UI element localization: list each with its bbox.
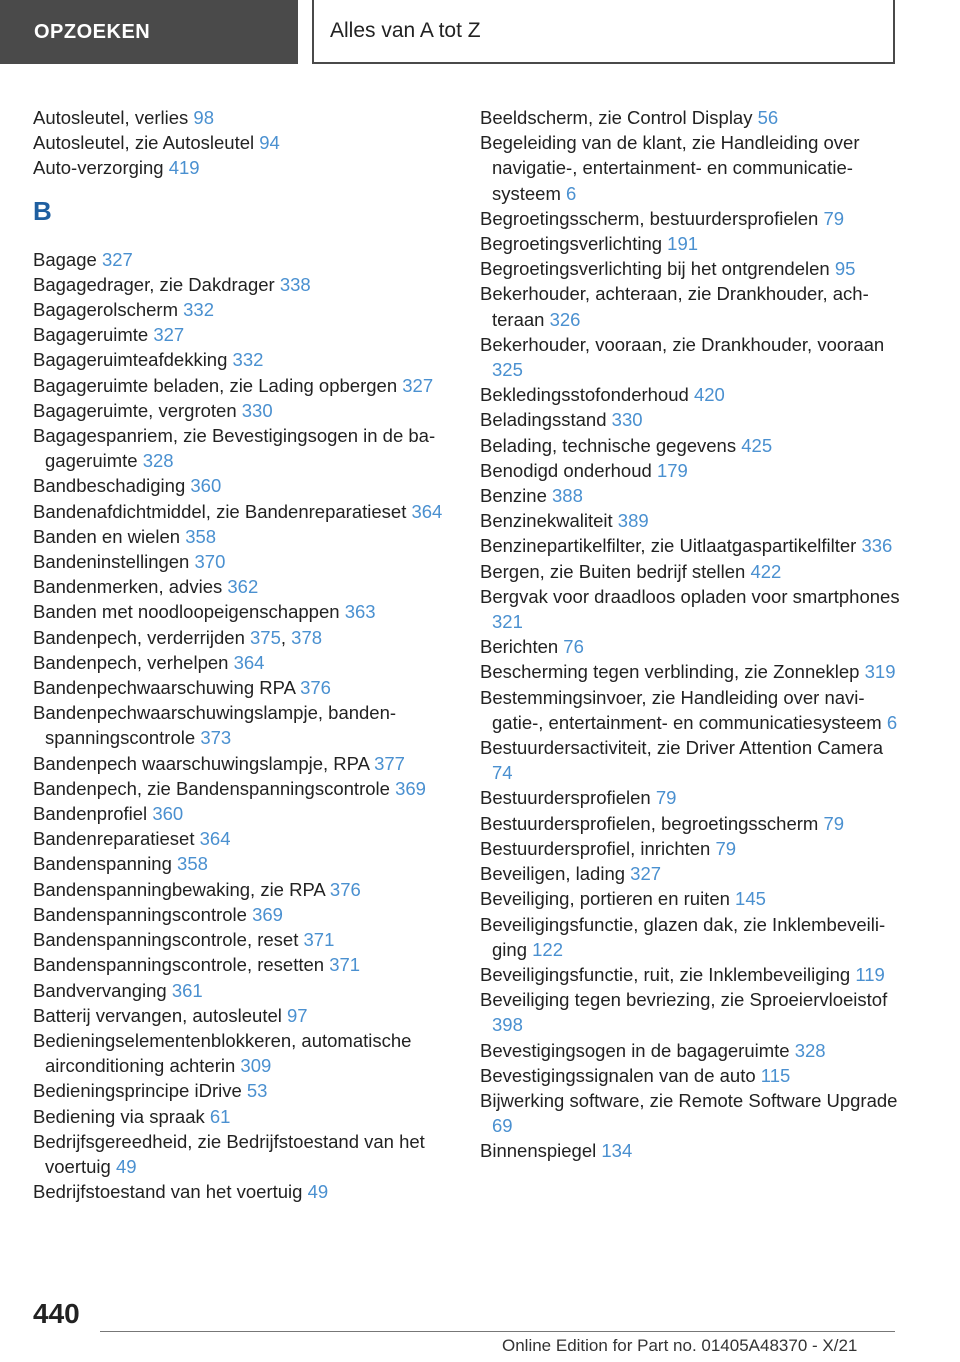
index-entry-term: Binnenspiegel [480,1140,597,1162]
index-entry [33,952,453,977]
page-reference-link[interactable]: 369 [252,903,283,925]
index-entry-term: Bandenpech, verderrijden [33,626,245,648]
page-reference-link[interactable]: 420 [693,384,725,406]
index-entry-term: Bevestigingssignalen van de auto [480,1064,756,1086]
index-entry [33,473,453,498]
page-reference-link[interactable]: 69 [492,1115,513,1137]
index-letter-heading: B [33,195,52,226]
page-reference-link[interactable]: 425 [741,434,773,456]
page-reference-link[interactable]: 371 [329,954,361,976]
page-reference-link[interactable]: 389 [617,510,649,532]
index-entry [33,902,453,927]
page-reference-link[interactable]: 191 [667,233,699,255]
page-reference-link[interactable]: 326 [549,308,581,330]
index-entry [33,599,453,624]
index-entry [33,130,453,155]
index-entry-term: Bandenpech waarschuwingslampje, RPA [33,752,369,774]
index-entry [480,634,900,659]
page-number: 440 [33,1298,80,1329]
index-entry-term: Bekledingsstofonderhoud [480,384,689,406]
index-entry [33,801,453,826]
page-reference-link[interactable]: 371 [303,929,335,951]
index-column-right [480,105,900,1164]
index-entry-term: Beveiligen, lading [480,863,626,885]
index-entry [480,105,900,130]
index-entry [33,322,453,347]
index-entry [33,776,453,801]
index-entry-term: Bedieningsprincipe iDrive [33,1080,242,1102]
index-entry-term: Bagageruimte, vergroten [33,399,237,421]
index-entry-term: Berichten [480,636,559,658]
page-reference-link[interactable]: 321 [492,611,523,633]
page-reference-link[interactable]: 309 [240,1055,272,1077]
index-entry [480,1138,900,1163]
index-entry-term: Beveiliging, portieren en ruiten [480,888,730,910]
page-reference-link[interactable]: 179 [656,459,688,481]
index-entry [480,559,900,584]
page-reference-link[interactable]: 56 [757,107,779,128]
index-entry-term: Bandenspanningscontrole, resetten [33,954,325,976]
index-entry-term: Bagage [33,248,97,270]
index-entry [33,851,453,876]
index-entry [480,861,900,886]
index-entry-term: Beeldscherm, zie Control Display [480,107,753,128]
index-entry: Bandenpech, verderrijden 375, 378 [33,626,323,648]
index-entry-term: Bagageruimte [33,324,149,346]
page-reference-link[interactable]: 375 [250,626,281,648]
page-reference-link[interactable]: 327 [153,324,185,346]
index-entry [480,987,900,1037]
page-reference-link[interactable]: 377 [374,752,405,774]
index-entry [480,962,900,987]
index-entry-term: Bandenspanningscontrole [33,903,247,925]
page-reference-link[interactable]: 358 [185,525,217,547]
index-entry-term: Bandbeschadiging [33,475,186,497]
page-reference-link[interactable]: 364 [199,828,231,850]
page-reference-link[interactable]: 358 [177,853,208,875]
index-entry [480,382,900,407]
index-entry [33,1028,453,1078]
index-entry-term: Autosleutel, verlies [33,107,189,128]
page-reference-link[interactable]: 79 [715,837,737,859]
page-reference-link[interactable]: 49 [307,1181,329,1203]
page-reference-link[interactable]: 94 [259,132,280,154]
index-entry [480,533,900,558]
index-entry-term: Bestuurdersactiviteit, zie Driver Attention Camera [480,737,884,759]
index-entry-term: Beveiligingsfunctie, glazen dak, zie Inklembeveiliging [480,913,886,960]
page-reference-link[interactable]: 378 [291,626,323,648]
page-reference-link[interactable]: 360 [190,475,222,497]
page-reference-link[interactable]: 327 [402,374,434,396]
index-entry-term: Benzine [480,485,547,507]
index-entry-term: Bekerhouder, vooraan, zie Drankhouder, vooraan [480,333,885,355]
page-reference-link[interactable]: 364 [233,651,265,673]
page-reference-link[interactable]: 49 [115,1155,137,1177]
page-reference-link[interactable]: 6 [566,182,577,204]
index-entry [480,508,900,533]
index-entry [33,826,453,851]
index-entry [480,206,900,231]
index-entry-term: Bedrijfsgereedheid, zie Bedrijfstoestand van het voertuig [33,1130,425,1177]
index-entry [33,877,453,902]
index-entry [480,256,900,281]
index-entry [480,1088,900,1138]
index-entry [33,373,453,398]
page-reference-link[interactable]: 115 [760,1064,791,1086]
index-entry-term: Bergvak voor draadloos opladen voor smartphones [480,585,900,607]
index-entry-term: Bagagerolscherm [33,299,178,321]
index-entry-term: Begroetingsscherm, bestuurdersprofielen [480,207,819,229]
index-entry [33,347,453,372]
page-reference-link[interactable]: 319 [864,661,896,683]
index-entry-term: Begeleiding van de klant, zie Handleiding over navigatie-, entertainment- en communicatiesysteem [480,132,860,204]
index-entry [33,549,453,574]
page-reference-link[interactable]: 388 [552,485,583,507]
footer-divider [100,1331,895,1332]
index-entry [480,584,900,634]
page-reference-link[interactable]: 328 [142,450,174,472]
index-entry [480,407,900,432]
index-entry-term: Bandenreparatieset [33,828,195,850]
index-entry [33,1104,453,1129]
page-reference-link[interactable]: 376 [300,677,331,699]
index-entry [33,499,453,524]
index-entry-term: Bedieningselementenblokkeren, automatische airconditioning achterin [33,1029,412,1077]
page-reference-link[interactable]: 338 [279,273,311,295]
index-entry-term: Bestuurdersprofielen, begroetingsscherm [480,812,819,834]
index-entry [33,927,453,952]
index-entry-term: Bandenpech, zie Bandenspanningscontrole [33,777,390,799]
index-entry-term: Begroetingsverlichting [480,233,663,255]
index-entry [33,247,453,272]
index-entry-term: Auto-verzorging [33,157,164,179]
page-reference-link[interactable]: 122 [532,938,563,960]
index-entry-term: Bandenafdichtmiddel, zie Bandenreparatieset [33,500,407,522]
page-reference-link[interactable]: 53 [246,1080,268,1102]
index-entry-term: Bescherming tegen verblinding, zie Zonneklep [480,661,860,683]
index-entry-term: Bediening via spraak [33,1105,205,1127]
index-entry [480,433,900,458]
page-reference-link[interactable]: 370 [194,551,226,573]
index-entry [33,700,453,750]
index-entry-term: Bandenpechwaarschuwingslampje, bandenspanningscontrole [33,702,397,749]
page-reference-link[interactable]: 76 [563,636,584,658]
index-entry-term: Autosleutel, zie Autosleutel [33,132,255,154]
page-reference-link[interactable]: 330 [611,409,643,431]
index-entry-term: Bandenpechwaarschuwing RPA [33,677,295,699]
index-entry [33,1003,453,1028]
index-entry [480,735,900,785]
index-entry [33,1179,453,1204]
index-entry-term: Bagagedrager, zie Dakdrager [33,273,275,295]
index-entry [480,231,900,256]
index-entry-term: Begroetingsverlichting bij het ontgrendelen [480,258,830,280]
index-entry-term: Banden met noodloopeigenschappen [33,601,340,623]
edition-notice: Online Edition for Part no. 01405A48370 - X/21 [502,1336,858,1355]
page-reference-link[interactable]: 398 [492,1014,523,1036]
index-column-left [33,105,453,1204]
page-reference-link[interactable]: 360 [152,803,184,825]
page-header [0,0,960,66]
index-entry [33,650,453,675]
index-entry [33,675,453,700]
page-reference-link[interactable]: 74 [492,762,513,784]
index-entry-term: Beladingsstand [480,409,607,431]
index-entry [33,398,453,423]
index-entry [480,836,900,861]
index-entry-term: Bedrijfstoestand van het voertuig [33,1181,303,1203]
page-reference-link[interactable]: 325 [492,359,523,381]
index-entry [480,886,900,911]
index-entry [33,423,453,473]
page-reference-link[interactable]: 327 [101,248,133,270]
page-reference-link[interactable]: 327 [630,863,662,885]
page-title: Alles van A tot Z [312,0,895,64]
index-entry-term: Bijwerking software, zie Remote Software Upgrade [480,1089,898,1111]
index-entry-term: Bandenpech, verhelpen [33,651,229,673]
page-reference-link[interactable]: 362 [227,576,259,598]
index-entry-term: Bandenprofiel [33,803,148,825]
page-reference-link[interactable]: 330 [241,399,273,421]
page-reference-link[interactable]: 373 [200,727,232,749]
page-reference-link[interactable]: 79 [823,812,845,834]
page-reference-link[interactable]: 98 [193,107,214,128]
index-entry-term: Bandeninstellingen [33,551,190,573]
index-entry-term: Banden en wielen [33,525,181,547]
page-reference-link[interactable]: 95 [834,258,856,280]
index-entry-term: Bagagespanriem, zie Bevestigingsogen in de bagageruimte [33,425,436,472]
index-entry-term: Bandvervanging [33,979,167,1001]
page-reference-link[interactable]: 328 [794,1039,826,1061]
section-tab: OPZOEKEN [0,0,298,64]
index-entry-term: Benzinepartikelfilter, zie Uitlaatgaspartikelfilter [480,535,857,557]
index-entry-term: Benodigd onderhoud [480,459,652,481]
page-reference-link[interactable]: 97 [287,1004,308,1026]
index-entry [480,332,900,382]
index-entry-term: Bandenspanningbewaking, zie RPA [33,878,325,900]
page-reference-link[interactable]: 61 [209,1105,231,1127]
index-entry-term: Bandenspanningscontrole, reset [33,929,299,951]
index-entry-term: Bergen, zie Buiten bedrijf stellen [480,560,746,582]
index-entry [33,1078,453,1103]
page-reference-link[interactable]: 369 [395,777,426,799]
index-entry [33,272,453,297]
page-reference-link[interactable]: 134 [601,1140,633,1162]
index-entry [480,1063,900,1088]
index-entry [480,458,900,483]
index-entry-term: Bagageruimte beladen, zie Lading opbergen [33,374,398,396]
page-reference-link[interactable]: 361 [171,979,203,1001]
index-entry-term: Beveiliging tegen bevriezing, zie Sproeiervloeistof [480,989,888,1011]
index-entry [33,524,453,549]
page-reference-link[interactable]: 336 [861,535,893,557]
index-entry-term: Bagageruimteafdekking [33,349,228,371]
index-entry [480,1038,900,1063]
index-entry-term: Bestuurdersprofielen [480,787,651,809]
index-entry-term: Bestuurdersprofiel, inrichten [480,837,711,859]
index-entry [480,483,900,508]
index-entry [33,978,453,1003]
index-entry [33,574,453,599]
page-reference-link[interactable]: 363 [344,601,376,623]
page-reference-link[interactable]: 119 [855,963,885,985]
index-entry [33,155,453,180]
index-entry-term: Bestemmingsinvoer, zie Handleiding over navigatie-, entertainment- en communicatiesysteem [480,686,882,733]
page-reference-link[interactable]: 376 [329,878,361,900]
index-entry [480,281,900,331]
index-entry [480,811,900,836]
index-entry-term: Batterij vervangen, autosleutel [33,1004,282,1026]
index-entry [480,659,900,684]
index-entry [33,751,453,776]
index-entry [33,297,453,322]
index-entry [33,1129,453,1179]
index-entry [480,130,900,206]
index-entry [480,785,900,810]
page-reference-link[interactable]: 364 [411,500,443,522]
index-entry-term: Beveiligingsfunctie, ruit, zie Inklembeveiliging [480,963,851,985]
index-entry [480,912,900,962]
page-reference-link[interactable]: 79 [823,207,845,229]
page-reference-link[interactable]: 6 [886,711,898,733]
index-entry [33,105,453,130]
page-reference-link[interactable]: 332 [183,299,215,321]
index-entry [480,685,900,735]
index-entry-term: Bekerhouder, achteraan, zie Drankhouder, achteraan [480,283,869,330]
page-reference-link[interactable]: 79 [655,787,677,809]
page-reference-link[interactable]: 419 [168,157,200,179]
page-reference-link[interactable]: 332 [232,349,264,371]
index-entry-term: Benzinekwaliteit [480,510,613,532]
index-entry-term: Bandenspanning [33,853,172,875]
index-entry-term: Bandenmerken, advies [33,576,223,598]
page-reference-link[interactable]: 145 [735,888,766,910]
index-entry-term: Bevestigingsogen in de bagageruimte [480,1039,790,1061]
index-entry-term: Belading, technische gegevens [480,434,737,456]
page-reference-link[interactable]: 422 [750,560,782,582]
